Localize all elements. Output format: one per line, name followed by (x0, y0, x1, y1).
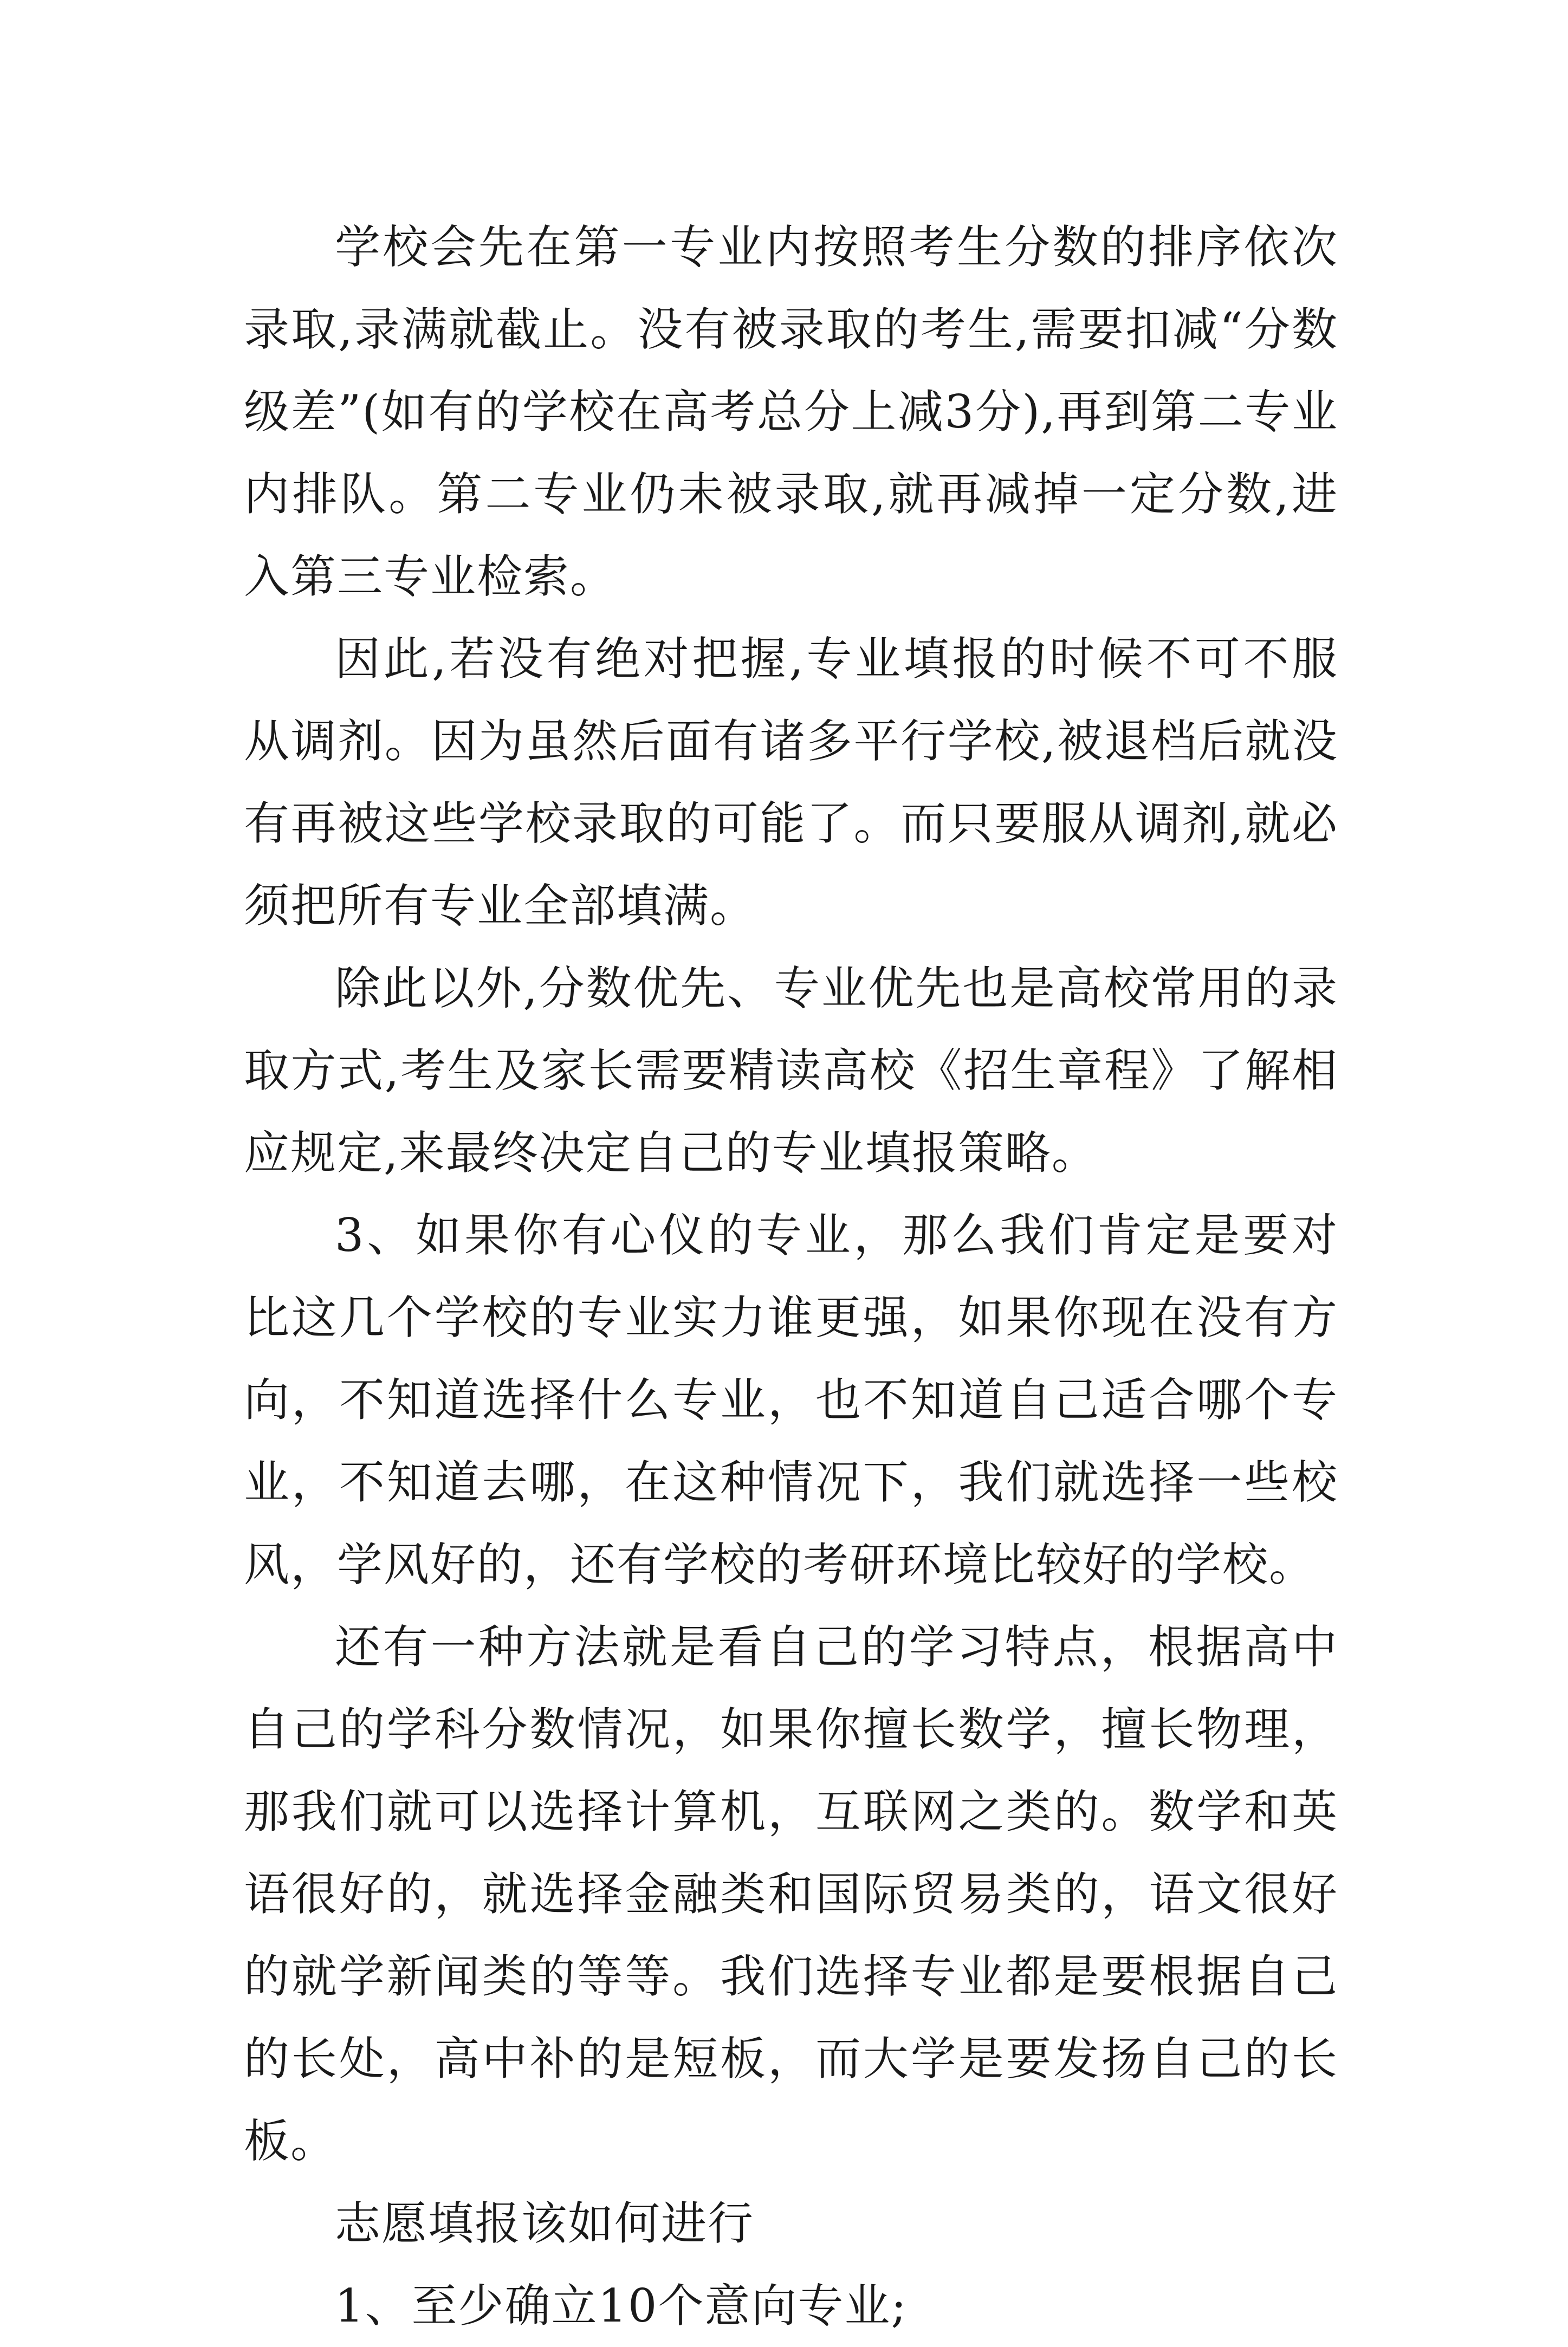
paragraph-admission-order: 学校会先在第一专业内按照考生分数的排序依次录取,录满就截止。没有被录取的考生,需要扣减“分数级差”(如有的学校在高考总分上减3分),再到第二专业内排队。第二专业仍未被录取,就再减掉一定分数,进入第三专业检索。 (244, 221, 1338, 603)
paragraph-admission-methods: 除此以外,分数优先、专业优先也是高校常用的录取方式,考生及家长需要精读高校《招生章程》了解相应规定,来最终决定自己的专业填报策略。 (244, 962, 1338, 1179)
section-heading: 志愿填报该如何进行 (335, 2197, 755, 2250)
document-body (244, 206, 1338, 2347)
paragraph-learning-traits: 还有一种方法就是看自己的学习特点，根据高中自己的学科分数情况，如果你擅长数学，擅长物理，那我们就可以选择计算机，互联网之类的。数学和英语很好的，就选择金融类和国际贸易类的，语文很好的就学新闻类的等等。我们选择专业都是要根据自己的长处，高中补的是短板，而大学是要发扬自己的长板。 (244, 1620, 1338, 2168)
paragraph-obey-adjustment: 因此,若没有绝对把握,专业填报的时候不可不服从调剂。因为虽然后面有诸多平行学校,被退档后就没有再被这些学校录取的可能了。而只要服从调剂,就必须把所有专业全部填满。 (244, 632, 1338, 932)
list-item-first-step: 1、至少确立10个意向专业; (335, 2279, 908, 2332)
paragraph-major-choice: 3、如果你有心仪的专业，那么我们肯定是要对比这几个学校的专业实力谁更强，如果你现在没有方向，不知道选择什么专业，也不知道自己适合哪个专业，不知道去哪，在这种情况下，我们就选择一些校风，学风好的，还有学校的考研环境比较好的学校。 (244, 1209, 1338, 1591)
